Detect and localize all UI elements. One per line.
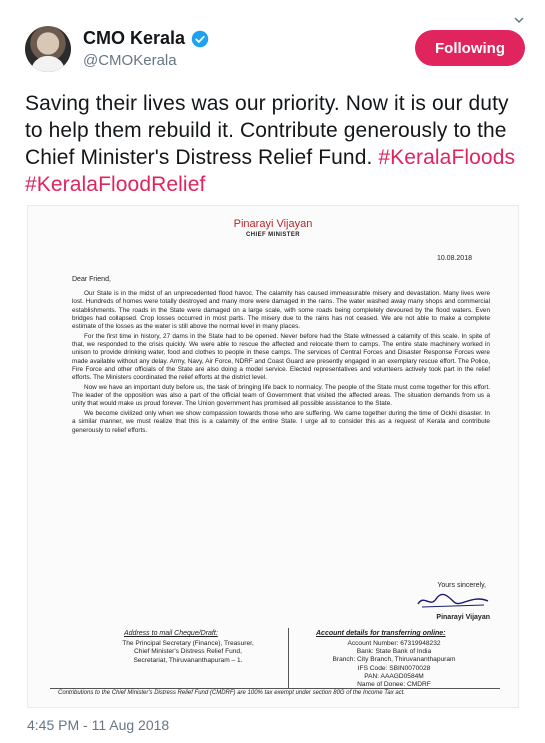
tax-note: Contributions to the Chief Minister's Distress Relief Fund (CMDRF) are 100% tax exempt under section 80G of the Income Tax act.: [58, 690, 406, 696]
user-handle[interactable]: @CMOKerala: [83, 52, 177, 69]
address-title: Address to mail Cheque/Draft:: [124, 630, 218, 637]
tweet-text: [25, 90, 530, 198]
hashtag-link[interactable]: #KeralaFloods: [378, 146, 516, 169]
account-line: Branch: City Branch, Thiruvananthapuram: [332, 656, 456, 664]
account-line: Account Number: 67319948232: [347, 640, 441, 647]
address-line: Secretariat, Thiruvananthapuram – 1.: [133, 656, 243, 664]
letter-paragraph: For the first time in history, 27 dams in the State had to be opened. Never before had the State witnessed a calamity of this scale. In spite of that, we responded to the crisis quickly. We were able to rescue the affected and relocate them to camps. The entire state machinery worked in unison to provide drinking water, food and clothes to people in these camps. The services of Central Forces and Disaster Response Forces were made available without any delay. Army, Navy, Air Force, NDRF and Coast Guard are presently engaged in an exemplary rescue effort. The Police, Fire Force and other officials of the State are also doing a model service. Elected representatives and volunteers actively took part in the relief efforts. The Ministers coordinated the relief efforts at the district level.: [72, 332, 490, 382]
divider: [288, 628, 289, 688]
chevron-down-icon[interactable]: [513, 14, 525, 26]
letter-image[interactable]: [27, 205, 519, 708]
verified-badge-icon: [191, 30, 209, 48]
signed-name: Pinarayi Vijayan: [436, 614, 490, 621]
account-line: Bank: State Bank of India: [356, 648, 432, 656]
letter-paragraph: Our State is in the midst of an unprecedented flood havoc. The calamity has caused immeasurable misery and devastation. Many lives were lost. Hundreds of homes were totally destroyed and many more were damaged in the rains. The water washed away many shops and commercial establishments. The roads in the State were damaged on a large scale, with some roads being completely devoured by the flood waters. Even bridges had collapsed. Crop losses occurred in most parts. The misery due to the rains has not ceased. We are not able to make a complete estimate of the losses as the water is still above the normal level in many places.: [72, 290, 490, 331]
address-line: The Principal Secretary (Finance), Treasurer,: [122, 640, 254, 647]
user-name-row[interactable]: [83, 28, 209, 49]
address-block: [88, 640, 288, 665]
signature-icon: [414, 592, 492, 610]
divider: [50, 688, 500, 689]
following-button[interactable]: Following: [415, 30, 525, 66]
tweet-header: [25, 20, 525, 72]
letter-salutation: Dear Friend,: [72, 276, 111, 283]
letter-date: 10.08.2018: [436, 255, 472, 262]
address-line: Chief Minister's Distress Relief Fund,: [134, 648, 242, 656]
user-name[interactable]: CMO Kerala: [83, 28, 186, 48]
letterhead-title: CHIEF MINISTER: [246, 232, 300, 238]
account-title: Account details for transferring online:: [316, 630, 446, 637]
account-line: IFS Code: SBIN0070028: [357, 664, 431, 672]
account-block: [304, 640, 484, 689]
tweet-timestamp[interactable]: 4:45 PM - 11 Aug 2018: [27, 717, 170, 733]
letter-body: [72, 290, 490, 436]
account-line: PAN: AAAGD0584M: [364, 672, 424, 680]
account-line: Name of Donee: CMDRF: [357, 681, 431, 689]
tweet-body: Saving their lives was our priority. Now it is our duty to help them rebuild it. Contribute generously to the Chief Minister's Distress Relief Fund.: [25, 92, 509, 169]
letter-paragraph: We become civilized only when we show compassion towards those who are suffering. We came together during the time of Ockhi disaster. In a similar manner, we must realize that this is a calamity of the entire State. I urge all to consider this as a request of Kerala and contribute generously to relief efforts.: [72, 409, 490, 434]
letter-paragraph: Now we have an important duty before us, the task of bringing life back to normalcy. The people of the State must come together for this effort. The leader of the opposition was also a part of the official team of Government that visited the affected areas. The situation demands from us a unity that would make us proud forever. The Union government has promised all possible assistance to the State.: [72, 383, 490, 408]
letterhead-name: Pinarayi Vijayan: [233, 218, 313, 230]
letter-signoff: Yours sincerely,: [437, 582, 486, 589]
hashtag-link[interactable]: #KeralaFloodRelief: [25, 173, 206, 196]
avatar[interactable]: [25, 26, 71, 72]
